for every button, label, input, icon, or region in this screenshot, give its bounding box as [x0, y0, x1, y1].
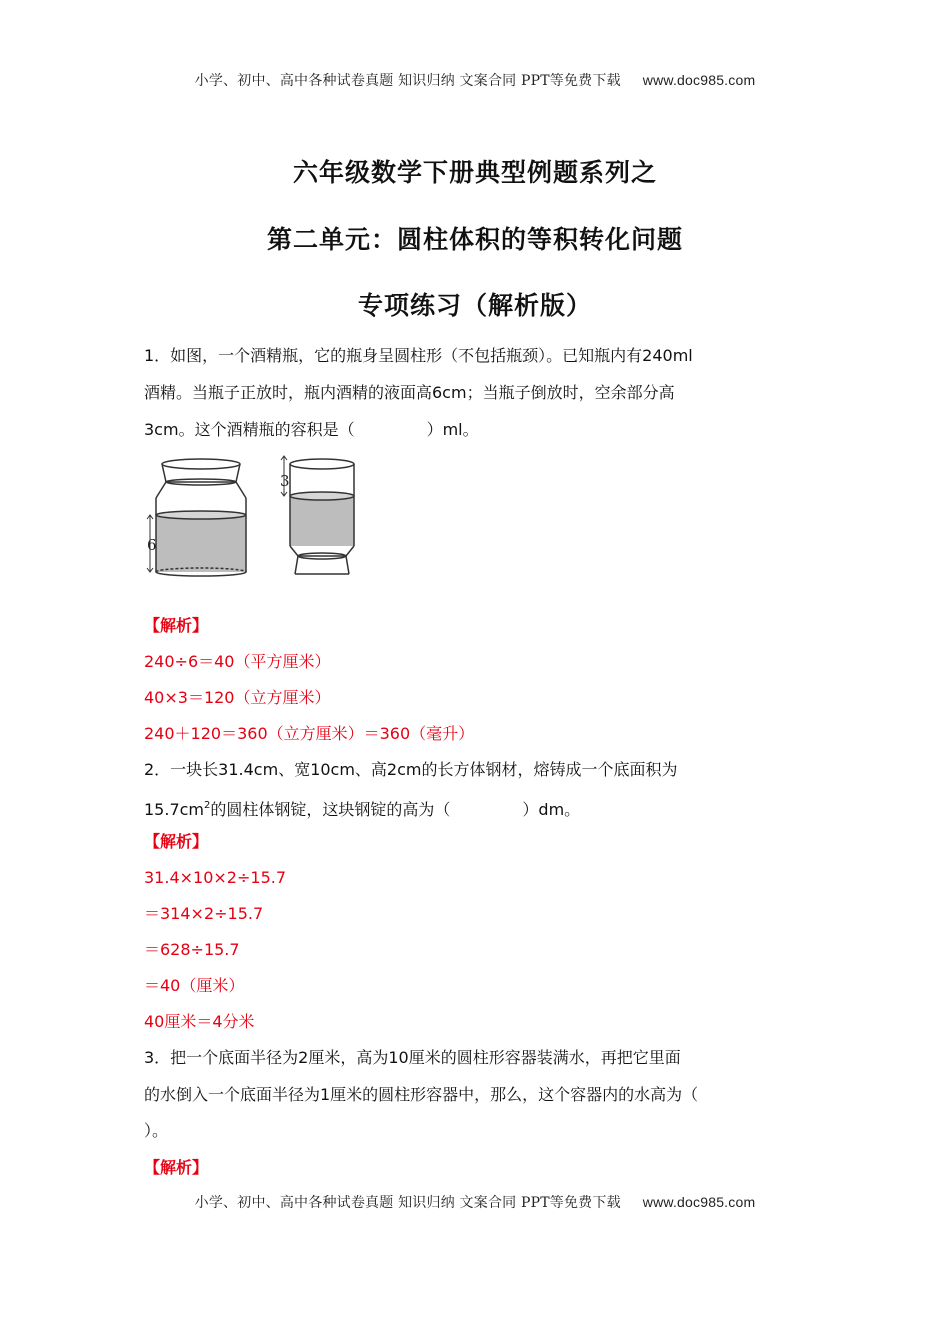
liquid-upright [156, 515, 246, 572]
title-series: 六年级数学下册典型例题系列之 [292, 158, 657, 187]
q3-line2: 的水倒入一个底面半径为1厘米的圆柱形容器中，那么，这个容器内的水高为（ [144, 1085, 699, 1104]
q2-solution-5: 40厘米＝4分米 [144, 1012, 255, 1031]
height-label-6: 6 [147, 536, 157, 554]
page-header [0, 70, 950, 90]
q3-line3: ）。 [144, 1121, 169, 1140]
header-text: 小学、初中、高中各种试卷真题 知识归纳 文案合同 PPT等免费下载 [194, 73, 621, 89]
q2-line1: 2．一块长31.4cm、宽10cm、高2cm的长方体钢材，熔铸成一个底面积为 [144, 760, 678, 779]
q1-line3-end: ）ml。 [426, 420, 479, 439]
q2-solution-1: 31.4×10×2÷15.7 [144, 868, 287, 887]
q1-solution-2: 40×3＝120（立方厘米） [144, 688, 331, 707]
bottle-inverted [280, 456, 354, 574]
q2-solution-3: ＝628÷15.7 [144, 940, 240, 959]
title-practice: 专项练习（解析版） [357, 291, 592, 320]
q2-solution-2: ＝314×2÷15.7 [144, 904, 264, 923]
q2-area-exponent: 2 [204, 800, 211, 811]
q2-line2 [144, 796, 580, 820]
q2-area-value: 15.7cm [144, 800, 205, 819]
bottle-figure [140, 450, 360, 580]
q1-solution-3: 240＋120＝360（立方厘米）＝360（毫升） [144, 724, 475, 743]
q1-solution-1: 240÷6＝40（平方厘米） [144, 652, 331, 671]
q2-line2-end: ）dm。 [522, 800, 581, 819]
header-site: www.doc985.com [642, 72, 756, 88]
q3-analysis-tag: 【解析】 [144, 1158, 209, 1177]
q2-solution-4: ＝40（厘米） [144, 976, 245, 995]
q1-line2: 酒精。当瓶子正放时，瓶内酒精的液面高6cm；当瓶子倒放时，空余部分高 [144, 383, 675, 402]
liquid-inverted [290, 496, 354, 546]
q1-analysis-tag: 【解析】 [144, 616, 209, 635]
q2-line2-middle: 的圆柱体钢锭，这块钢锭的高为（ [210, 800, 451, 819]
q1-line1: 1．如图，一个酒精瓶，它的瓶身呈圆柱形（不包括瓶颈）。已知瓶内有240ml [144, 346, 693, 365]
footer-site: www.doc985.com [642, 1194, 756, 1210]
title-unit: 第二单元：圆柱体积的等积转化问题 [266, 225, 683, 254]
q3-line1: 3．把一个底面半径为2厘米，高为10厘米的圆柱形容器装满水，再把它里面 [144, 1048, 681, 1067]
q2-analysis-tag: 【解析】 [144, 832, 209, 851]
page-footer [0, 1192, 950, 1212]
q1-line3 [144, 420, 479, 440]
height-label-3: 3 [280, 472, 290, 490]
footer-text: 小学、初中、高中各种试卷真题 知识归纳 文案合同 PPT等免费下载 [194, 1195, 621, 1211]
q1-line3-start: 3cm。这个酒精瓶的容积是（ [144, 420, 355, 439]
bottle-upright [147, 459, 246, 576]
